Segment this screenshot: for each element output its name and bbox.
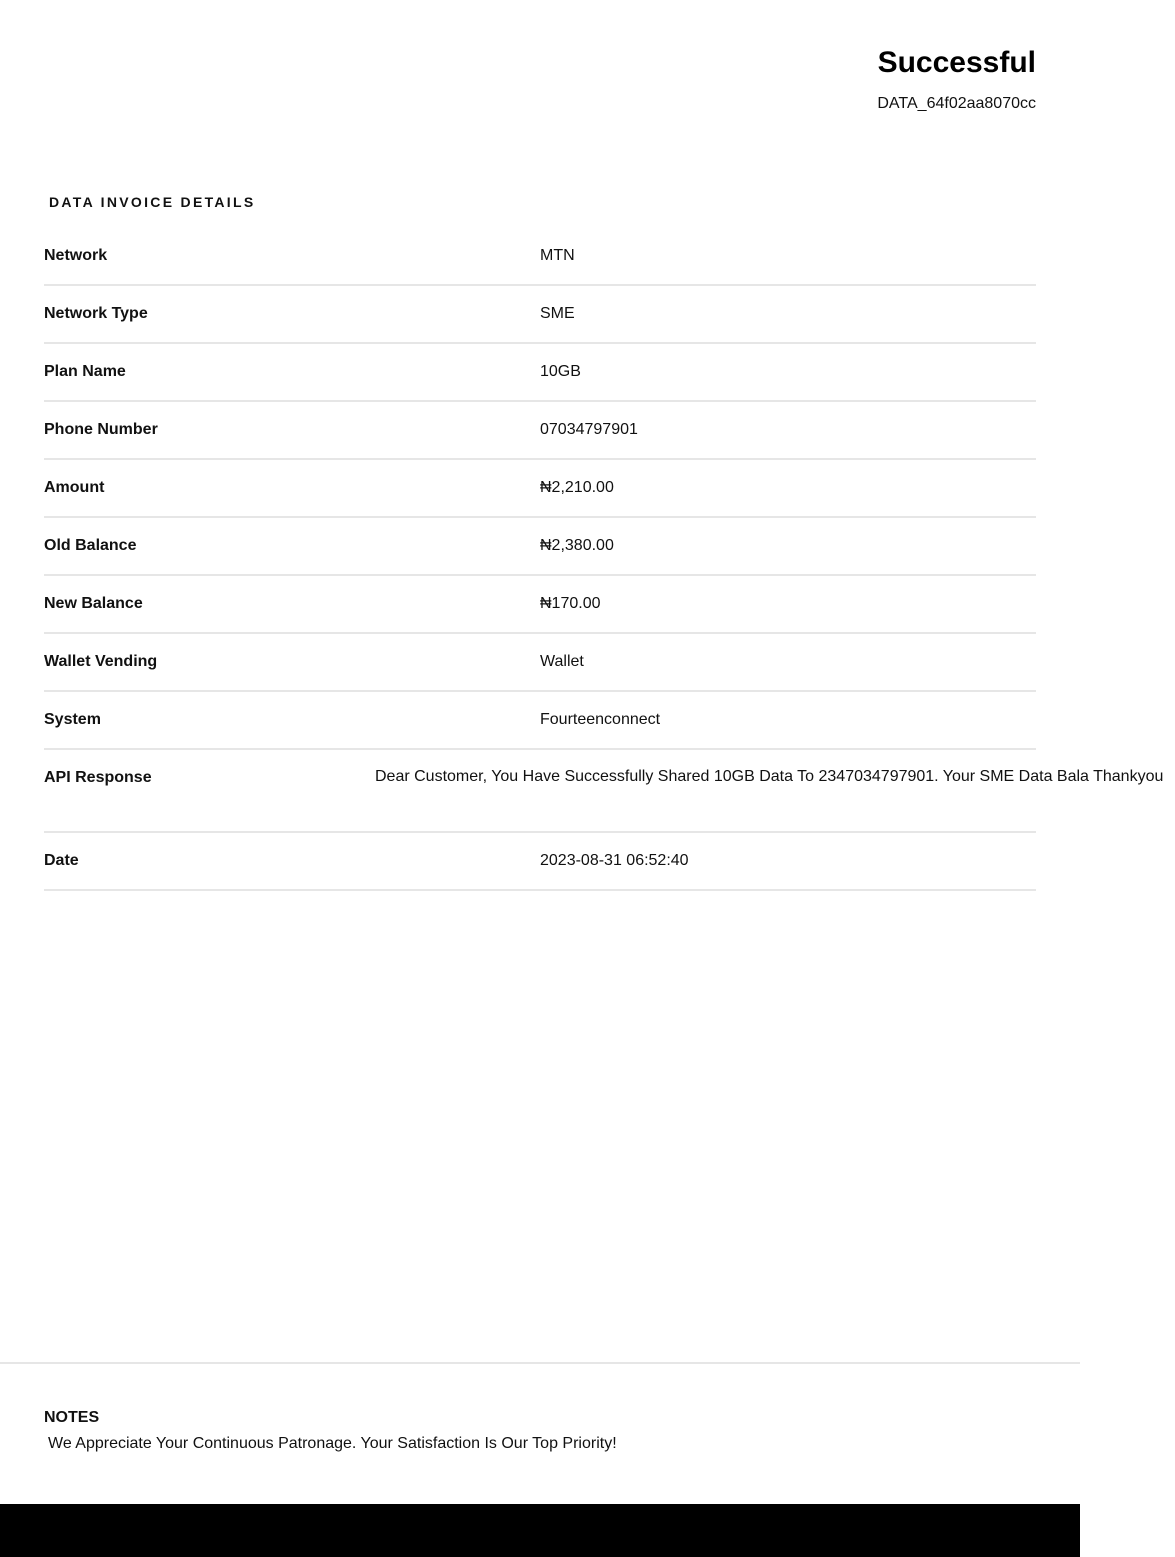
invoice-details-table (44, 228, 1164, 891)
row-value: ₦2,210.00 (540, 479, 614, 496)
detail-row-new-balance (44, 576, 1036, 634)
detail-row-amount (44, 460, 1036, 518)
row-label: Amount (44, 479, 105, 496)
row-label: Old Balance (44, 537, 137, 554)
footer-bar (0, 1504, 1080, 1557)
detail-row-network (44, 228, 1036, 286)
api-response-text: Dear Customer, You Have Successfully Shared 10GB Data To 2347034797901. Your SME Data Bala Thankyou (375, 768, 1164, 785)
row-value: SME (540, 305, 575, 322)
row-label: Wallet Vending (44, 653, 158, 670)
status-title: Successful (877, 46, 1036, 79)
row-value: 2023-08-31 06:52:40 (540, 852, 689, 869)
row-label: Date (44, 852, 79, 869)
row-value: Wallet (540, 653, 584, 670)
row-value: 07034797901 (540, 421, 638, 438)
transaction-reference: DATA_64f02aa8070cc (877, 95, 1036, 112)
row-value: ₦2,380.00 (540, 537, 614, 554)
detail-row-date (44, 833, 1036, 891)
detail-row-old-balance (44, 518, 1036, 576)
detail-row-plan-name (44, 344, 1036, 402)
detail-row-phone-number (44, 402, 1036, 460)
notes-text: We Appreciate Your Continuous Patronage. Your Satisfaction Is Our Top Priority! (48, 1435, 617, 1452)
detail-row-wallet-vending (44, 634, 1036, 692)
row-value: 10GB (540, 363, 581, 380)
notes-heading: NOTES (44, 1409, 100, 1426)
row-label: API Response (44, 769, 152, 786)
row-label: Network Type (44, 305, 148, 322)
row-value: Fourteenconnect (540, 711, 661, 728)
row-label: Plan Name (44, 363, 126, 380)
row-value: ₦170.00 (540, 595, 601, 612)
row-label: Phone Number (44, 421, 158, 438)
row-value: MTN (540, 247, 575, 264)
detail-row-api-response (44, 750, 1164, 833)
section-heading: DATA INVOICE DETAILS (49, 194, 256, 210)
detail-row-network-type (44, 286, 1036, 344)
detail-row-system (44, 692, 1036, 750)
row-label: New Balance (44, 595, 143, 612)
row-label: System (44, 711, 101, 728)
row-label: Network (44, 247, 108, 264)
notes-divider (0, 1362, 1080, 1364)
